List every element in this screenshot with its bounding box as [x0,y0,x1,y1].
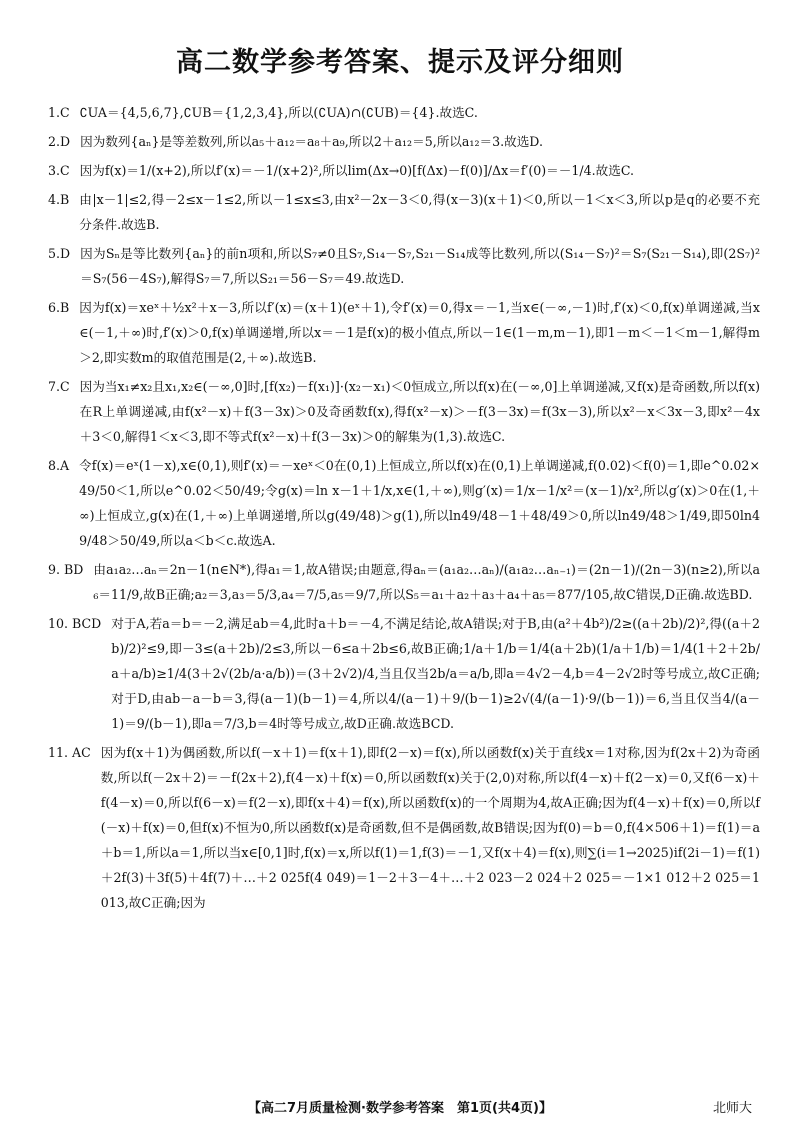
answer-explanation: 因为f(x)＝1/(x+2),所以f′(x)＝－1/(x+2)²,所以lim(Δx→0)[f(Δx)－f(0)]/Δx＝f′(0)＝－1/4.故选C. [79,163,635,178]
answer-number: 8.A [48,458,70,473]
answer-number: 9. BD [48,562,84,577]
answer-number: 11. AC [48,745,91,760]
answer-item [48,241,760,291]
answer-item [48,295,760,370]
answer-explanation: ∁UA＝{4,5,6,7},∁UB＝{1,2,3,4},所以(∁UA)∩(∁UB)＝{4}.故选C. [79,105,478,120]
answer-item [48,374,760,449]
answer-explanation: 由|x－1|≤2,得－2≤x－1≤2,所以－1≤x≤3,由x²－2x－3＜0,得(x－3)(x＋1)＜0,所以－1＜x＜3,所以p是q的必要不充分条件.故选B. [79,192,760,232]
answer-item [48,611,760,736]
page-footer [0,1095,800,1119]
answer-item [48,453,760,553]
answer-explanation: 因为f(x)＝xeˣ＋½x²＋x－3,所以f′(x)＝(x＋1)(eˣ＋1),令f′(x)＝0,得x＝－1,当x∈(－∞,－1)时,f′(x)＜0,f(x)单调递减,当x∈(－1,＋∞)时,f′(x)＞0,f(x)单调递增,所以x＝－1是f(x)的极小值点,所以－1∈(1－m,m－1),即1－m＜－1＜m－1,解得m＞2,即实数m的取值范围是(2,＋∞).故选B. [79,300,760,365]
page-title: 高二数学参考答案、提示及评分细则 [176,47,624,78]
answer-item [48,187,760,237]
answer-list [48,100,760,919]
answer-number: 3.C [48,163,70,178]
answer-number: 6.B [48,300,70,315]
footer-page-info: 【高二7月质量检测·数学参考答案 第1页(共4页)】 [248,1101,552,1116]
answer-explanation: 因为f(x＋1)为偶函数,所以f(－x＋1)＝f(x＋1),即f(2－x)＝f(x),所以函数f(x)关于直线x＝1对称,因为f(2x＋2)为奇函数,所以f(－2x＋2)＝－f(2x＋2),f(4－x)＋f(x)＝0,所以函数f(x)关于(2,0)对称,所以f(4－x)＋f(2－x)＝0,又f(6－x)＋f(4－x)＝0,所以f(6－x)＝f(2－x),即f(x＋4)＝f(x),所以函数f(x)的一个周期为4,故A正确;因为f(4－x)＋f(x)＝0,所以f(－x)＋f(x)＝0,但f(x)不恒为0,所以函数f(x)是奇函数,但不是偶函数,故B错误;因为f(0)＝b＝0,f(4×506＋1)＝f(1)＝a＋b＝1,所以a＝1,所以当x∈[0,1]时,f(x)＝x,所以f(1)＝1,f(3)＝－1,又f(x＋4)＝f(x),则∑(i＝1→2025)if(2i－1)＝f(1)＋2f(3)＋3f(5)＋4f(7)＋…＋2 025f(4 049)＝1－2＋3－4＋…＋2 023－2 024＋2 025＝－1×1 012＋2 025＝1 013,故C正确;因为 [100,745,760,910]
answer-explanation: 由a₁a₂…aₙ＝2n－1(n∈N*),得a₁＝1,故A错误;由题意,得aₙ＝(a₁a₂…aₙ)/(a₁a₂…aₙ₋₁)＝(2n－1)/(2n－3)(n≥2),所以a₆＝11/9,故B正确;a₂＝3,a₃＝5/3,a₄＝7/5,a₅＝9/7,所以S₅＝a₁＋a₂＋a₃＋a₄＋a₅＝877/105,故C错误,D正确.故选BD. [93,562,760,602]
answer-item [48,100,760,125]
answer-number: 10. BCD [48,616,102,631]
footer-edition: 北师大 [712,1101,752,1116]
answer-explanation: 对于A,若a＝b＝－2,满足ab＝4,此时a＋b＝－4,不满足结论,故A错误;对于B,由(a²＋4b²)/2≥((a＋2b)/2)²,得((a＋2b)/2)²≤9,即－3≤(a＋2b)/2≤3,所以－6≤a＋2b≤6,故B正确;1/a＋1/b＝1/4(a＋2b)(1/a＋1/b)＝1/4(1＋2＋2b/a＋a/b)≥1/4(3＋2√(2b/a·a/b))＝(3＋2√2)/4,当且仅当2b/a＝a/b,即a＝4√2－4,b＝4－2√2时等号成立,故C正确;对于D,由ab－a－b＝3,得(a－1)(b－1)＝4,所以4/(a－1)＋9/(b－1)≥2√(4/(a－1)·9/(b－1))＝6,当且仅当4/(a－1)＝9/(b－1),即a＝7/3,b＝4时等号成立,故D正确.故选BCD. [111,616,760,731]
answer-item [48,129,760,154]
answer-number: 2.D [48,134,71,149]
answer-item [48,158,760,183]
answer-explanation: 令f(x)＝eˣ(1－x),x∈(0,1),则f′(x)＝－xeˣ＜0在(0,1)上恒成立,所以f(x)在(0,1)上单调递减,f(0.02)＜f(0)＝1,即e^0.02×49/50＜1,所以e^0.02＜50/49;令g(x)＝ln x－1＋1/x,x∈(1,＋∞),则g′(x)＝1/x－1/x²＝(x－1)/x²,所以g′(x)＞0在(1,＋∞)上恒成立,g(x)在(1,＋∞)上单调递增,所以g(49/48)＞g(1),所以ln49/48－1＋48/49＞0,所以ln49/48＞1/49,即50ln49/48＞50/49,所以a＜b＜c.故选A. [79,458,760,548]
answer-number: 5.D [48,246,71,261]
answer-explanation: 因为Sₙ是等比数列{aₙ}的前n项和,所以S₇≠0且S₇,S₁₄－S₇,S₂₁－S₁₄成等比数列,所以(S₁₄－S₇)²＝S₇(S₂₁－S₁₄),即(2S₇)²＝S₇(56－4S₇),解得S₇＝7,所以S₂₁＝56－S₇＝49.故选D. [80,246,760,286]
answer-item [48,740,760,915]
answer-number: 1.C [48,105,70,120]
answer-explanation: 因为当x₁≠x₂且x₁,x₂∈(－∞,0]时,[f(x₂)－f(x₁)]·(x₂－x₁)＜0恒成立,所以f(x)在(－∞,0]上单调递减,又f(x)是奇函数,所以f(x)在R上单调递减,由f(x²－x)＋f(3－3x)＞0及奇函数f(x),得f(x²－x)＞－f(3－3x)＝f(3x－3),所以x²－x＜3x－3,即x²－4x＋3＜0,解得1＜x＜3,即不等式f(x²－x)＋f(3－3x)＞0的解集为(1,3).故选C. [79,379,760,444]
answer-explanation: 因为数列{aₙ}是等差数列,所以a₅＋a₁₂＝a₈＋a₉,所以2＋a₁₂＝5,所以a₁₂＝3.故选D. [80,134,543,149]
answer-number: 7.C [48,379,70,394]
answer-number: 4.B [48,192,70,207]
answer-item [48,557,760,607]
